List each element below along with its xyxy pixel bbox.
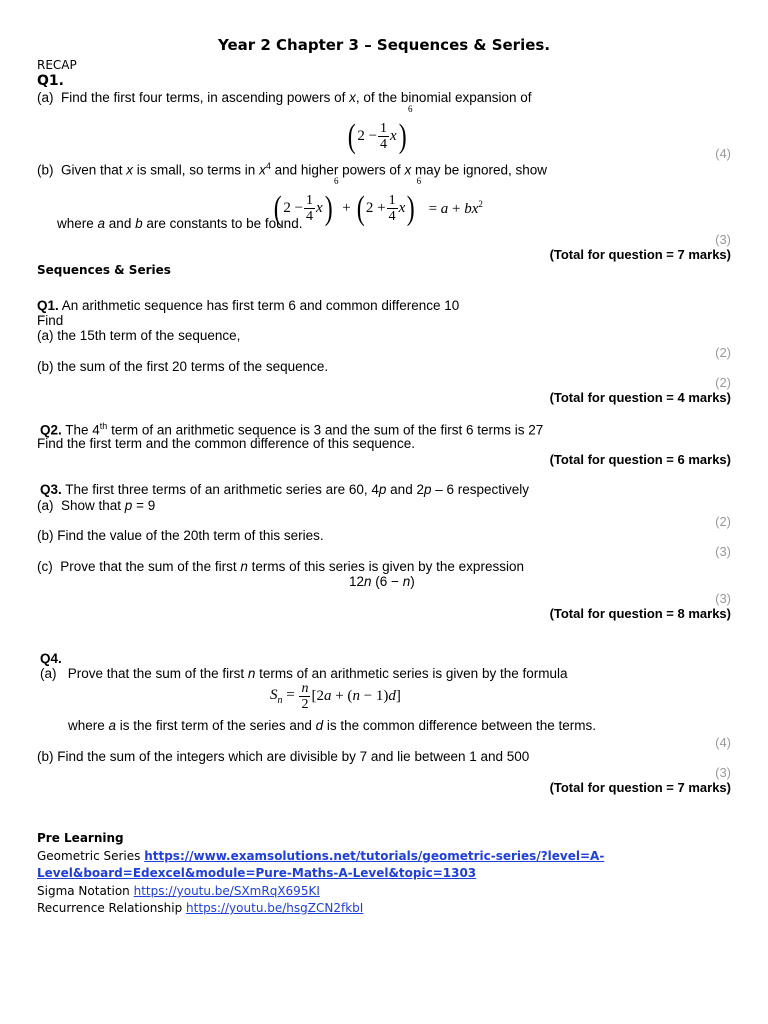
- q1-text: [37, 298, 459, 313]
- recap-q1b-text: (b) Given that x is small, so terms in $x^4$ and higher powers of x may be ignored, show: [37, 161, 548, 178]
- q4-label: Q4.: [40, 651, 62, 666]
- q2-line2: Find the first term and the common difference of this sequence.: [37, 436, 415, 451]
- q3b-mark: (3): [715, 544, 731, 559]
- page-title: Year 2 Chapter 3 – Sequences & Series.: [217, 36, 551, 54]
- geometric-series-link-cont[interactable]: Level&board=Edexcel&module=Pure-Maths-A-Level&topic=1303: [37, 866, 477, 880]
- sn-formula: $S_n$ = $\frac{n}{2}$ [2a + (n − 1)d]: [270, 681, 401, 712]
- q4a-where: where a is the first term of the series and d is the common difference between the terms.: [68, 718, 597, 733]
- q1-total: (Total for question = 4 marks): [549, 390, 731, 405]
- geometric-series-label: Geometric Series: [37, 849, 145, 863]
- recap-q1b-where: where a and b are constants to be found.: [57, 216, 303, 231]
- section-heading: Sequences & Series: [37, 263, 171, 277]
- q3c-text: (c) Prove that the sum of the first n terms of this series is given by the expression: [37, 559, 524, 574]
- q3c-expression: 12n (6 − n): [349, 574, 415, 589]
- binomial-expression: ( 2 − $\frac{1}{4}$ x)$^6$: [347, 104, 413, 155]
- q3a-mark: (2): [715, 514, 731, 529]
- recap-total: (Total for question = 7 marks): [549, 247, 731, 262]
- recap-q1a-mark: (4): [715, 146, 731, 161]
- geometric-series-line: [37, 849, 604, 863]
- q3-label: Q3.: [40, 482, 62, 497]
- q4b-mark: (3): [715, 765, 731, 780]
- q2-total: (Total for question = 6 marks): [549, 452, 731, 467]
- recurrence-line: [37, 901, 363, 915]
- q1-statement: An arithmetic sequence has first term 6 and common difference 10: [61, 298, 460, 313]
- q4-total: (Total for question = 7 marks): [549, 780, 731, 795]
- q4a-mark: (4): [715, 735, 731, 750]
- recurrence-label: Recurrence Relationship: [37, 901, 187, 915]
- sigma-notation-link[interactable]: https://youtu.be/SXmRqX695KI: [133, 884, 320, 898]
- q2-text: Q2. The 4th term of an arithmetic sequence is 3 and the sum of the first 6 terms is 27: [40, 421, 544, 438]
- sigma-notation-line: [37, 884, 320, 898]
- sigma-notation-label: Sigma Notation: [37, 884, 134, 898]
- q3a-text: (a) Show that p = 9: [37, 498, 156, 513]
- recap-heading: RECAP: [37, 58, 77, 72]
- q1b-mark: (2): [715, 375, 731, 390]
- recap-q1-label: Q1.: [37, 73, 64, 89]
- q2-label: Q2.: [40, 422, 62, 438]
- q1a-text: (a) the 15th term of the sequence,: [37, 328, 241, 343]
- q1-label: Q1.: [37, 298, 59, 313]
- q3-total: (Total for question = 8 marks): [549, 606, 731, 621]
- q3c-mark: (3): [715, 591, 731, 606]
- recap-q1b-mark: (3): [715, 232, 731, 247]
- q1b-text: (b) the sum of the first 20 terms of the sequence.: [37, 359, 329, 374]
- q4b-text: (b) Find the sum of the integers which are divisible by 7 and lie between 1 and 500: [37, 749, 530, 764]
- q1-find: Find: [37, 313, 64, 328]
- recurrence-link[interactable]: https://youtu.be/hsgZCN2fkbI: [186, 901, 364, 915]
- pre-learning-heading: Pre Learning: [37, 831, 124, 845]
- q3b-text: (b) Find the value of the 20th term of this series.: [37, 528, 324, 543]
- q1a-mark: (2): [715, 345, 731, 360]
- recap-q1a-text: (a) Find the first four terms, in ascending powers of x, of the binomial expansion of: [37, 90, 532, 105]
- sum-expression: ( 2 − $\frac{1}{4}$ x)$^6$ + ( 2 + $\frac{1}{4}$ $x)^6 = a + bx^2$: [273, 176, 483, 227]
- q3-text: Q3. The first three terms of an arithmetic series are 60, 4p and 2p – 6 respectively: [40, 482, 530, 497]
- geometric-series-link[interactable]: https://www.examsolutions.net/tutorials/geometric-series/?level=A-: [144, 849, 605, 863]
- q4a-text: (a) Prove that the sum of the first n terms of an arithmetic series is given by the formula: [40, 666, 568, 681]
